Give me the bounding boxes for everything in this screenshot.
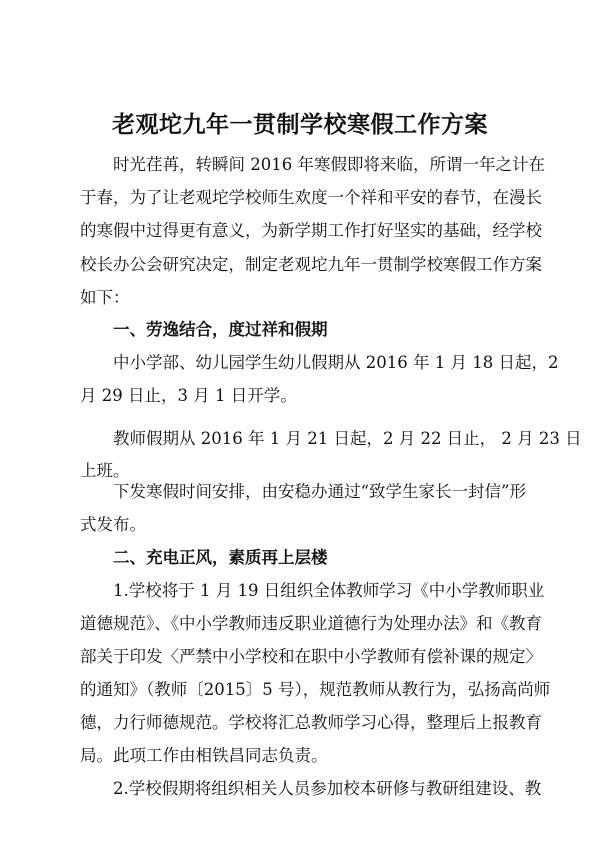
section-heading: 二、充电正风，素质再上层楼 xyxy=(113,548,328,567)
paragraph-line: 中小学部、幼儿园学生幼儿假期从 2016 年 1 月 18 日起，2 xyxy=(113,353,559,372)
section-heading: 一、劳逸结合，度过祥和假期 xyxy=(113,320,328,339)
paragraph-line: 2.学校假期将组织相关人员参加校本研修与教研组建设、教 xyxy=(113,779,542,798)
paragraph-line: 校长办公会研究决定，制定老观坨九年一贯制学校寒假工作方案 xyxy=(80,255,542,274)
paragraph-line: 局。此项工作由相铁昌同志负责。 xyxy=(80,746,328,765)
paragraph-line: 式发布。 xyxy=(80,515,146,534)
paragraph-line: 如下： xyxy=(80,288,130,307)
paragraph-line: 德，力行师德规范。学校将汇总教师学习心得，整理后上报教育 xyxy=(80,713,542,732)
paragraph-line: 下发寒假时间安排，由安稳办通过“致学生家长一封信”形 xyxy=(113,482,526,501)
paragraph-line: 上班。 xyxy=(80,461,130,480)
document-title: 老观坨九年一贯制学校寒假工作方案 xyxy=(112,112,488,138)
paragraph-line: 道德规范》、《中小学教师违反职业道德行为处理办法》和《教育 xyxy=(80,614,542,633)
paragraph-line: 于春，为了让老观坨学校师生欢度一个祥和平安的春节，在漫长 xyxy=(80,188,542,207)
paragraph-line: 的寒假中过得更有意义，为新学期工作打好坚实的基础，经学校 xyxy=(80,221,542,240)
paragraph-line: 1.学校将于 1 月 19 日组织全体教师学习《中小学教师职业 xyxy=(113,581,545,600)
paragraph-line: 部关于印发〈严禁中小学校和在职中小学教师有偿补课的规定〉 xyxy=(80,647,542,666)
paragraph-line: 时光荏苒，转瞬间 2016 年寒假即将来临，所谓一年之计在 xyxy=(113,155,545,174)
paragraph-line: 教师假期从 2016 年 1 月 21 日起，2 月 22 日止， 2 月 23 日 xyxy=(113,429,582,448)
paragraph-line: 的通知》（教师〔2015〕5 号），规范教师从教行为，弘扬高尚师 xyxy=(80,680,551,699)
paragraph-line: 月 29 日止，3 月 1 日开学。 xyxy=(80,386,297,405)
